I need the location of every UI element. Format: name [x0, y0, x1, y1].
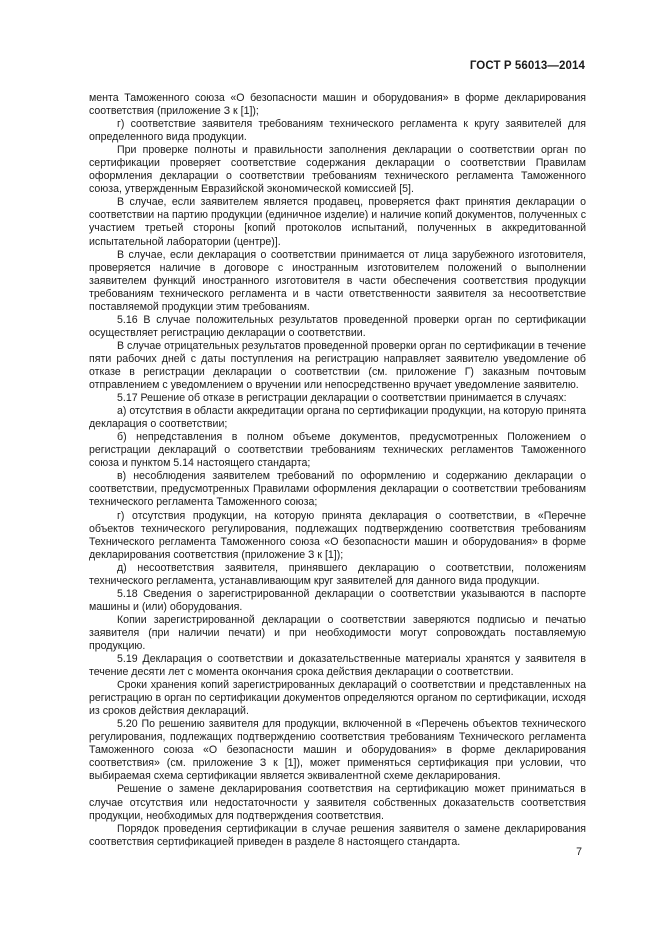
paragraph-16: Сроки хранения копий зарегистрированных деклараций о соответствии и представленных на регистрацию в орган по сертификации документов определяются органом по сертификации, исходя из сроков действия деклараций.	[89, 679, 586, 718]
paragraph-6: В случае отрицательных результатов проведенной проверки орган по сертификации в течение пяти рабочих дней с даты поступления на регистрацию направляет заявителю уведомление об отказе в регистрации декларации о соответствии (см. приложение Г) заказным почтовым отправлением с уведомлением о вручении или непосредственно вручает уведомление заявителю.	[89, 339, 586, 392]
paragraph-1: г) соответствие заявителя требованиям технического регламента к кругу заявителей для определенного вида продукции.	[89, 118, 586, 144]
paragraph-7: 5.17 Решение об отказе в регистрации декларации о соответствии принимается в случаях:	[117, 392, 567, 405]
paragraph-4: В случае, если декларация о соответствии принимается от лица зарубежного изготовителя, проверяется наличие в договоре с иностранным изготовителем положений о выполнении заявителем функций иностранного изготовителя в части обеспечения соответствия продукции требованиям технического регламента и в части ответственности заявителя за несоответствие поставляемой продукции этим требованиям.	[89, 248, 586, 313]
paragraph-2: При проверке полноты и правильности заполнения декларации о соответствии орган по сертификации проверяет соответствие содержания декларации о соответствии Правилам оформления декларации о соответствии требованиям технического регламента Таможенного союза, утвержденным Евразийской экономической комиссией [5].	[89, 144, 586, 196]
paragraph-18: Решение о замене декларирования соответствия на сертификацию может приниматься в случае отсутствия или недостаточности у заявителя собственных доказательств соответствия продукции, необходимых для подтверждения соответствия.	[89, 783, 586, 822]
body-text	[89, 92, 586, 849]
paragraph-9: б) непредставления в полном объеме документов, предусмотренных Положением о регистрации деклараций о соответствии требованиям технических регламентов Таможенного союза и пунктом 5.14 настоящего стандарта;	[89, 431, 586, 470]
paragraph-8: а) отсутствия в области аккредитации органа по сертификации продукции, на которую принята декларация о соответствии;	[89, 405, 586, 431]
document-code-header: ГОСТ Р 56013—2014	[469, 60, 585, 72]
page-number: 7	[576, 846, 582, 858]
paragraph-12: д) несоответствия заявителя, принявшего декларацию о соответствии, положениям технического регламента, устанавливающим круг заявителей для данного вида продукции.	[89, 561, 586, 587]
paragraph-15: 5.19 Декларация о соответствии и доказательственные материалы хранятся у заявителя в течение десяти лет с момента окончания срока действия декларации о соответствии.	[89, 653, 586, 679]
paragraph-14: Копии зарегистрированной декларации о соответствии заверяются подписью и печатью заявителя (при наличии печати) и при необходимости могут сопровождать поставляемую продукцию.	[89, 613, 586, 652]
paragraph-17: 5.20 По решению заявителя для продукции, включенной в «Перечень объектов технического регулирования, подлежащих подтверждению соответствия требованиям Технического регламента Таможенного союза «О безопасности машин и оборудования» в форме декларирования соответствия» (см. приложение З к [1]), может применяться сертификация при условии, что выбираемая схема сертификации является эквивалентной схеме декларирования.	[89, 718, 586, 783]
paragraph-5: 5.16 В случае положительных результатов проведенной проверки орган по сертификации осуществляет регистрацию декларации о соответствии.	[89, 313, 586, 339]
paragraph-11: г) отсутствия продукции, на которую принята декларация о соответствии, в «Перечне объектов технического регулирования, подлежащих подтверждению соответствия требованиям Технического регламента Таможенного союза «О безопасности машин и оборудования» в форме декларирования соответствия (приложение З к [1]);	[89, 509, 586, 561]
paragraph-3: В случае, если заявителем является продавец, проверяется факт принятия декларации о соответствии на партию продукции (единичное изделие) и наличие копий документов, полученных с участием третьей стороны [копий протоколов испытаний, полученных в аккредитованной испытательной лаборатории (центре)].	[89, 196, 586, 248]
paragraph-10: в) несоблюдения заявителем требований по оформлению и содержанию декларации о соответствии, предусмотренных Правилами оформления декларации о соответствии требованиям технического регламента Таможенного союза;	[89, 470, 586, 509]
paragraph-0: мента Таможенного союза «О безопасности машин и оборудования» в форме декларирования соответствия (приложение З к [1]);	[89, 92, 586, 118]
paragraph-19: Порядок проведения сертификации в случае решения заявителя о замене декларирования соответствия сертификацией приведен в разделе 8 настоящего стандарта.	[89, 822, 586, 848]
paragraph-13: 5.18 Сведения о зарегистрированной декларации о соответствии указываются в паспорте машины и (или) оборудования.	[89, 587, 586, 613]
